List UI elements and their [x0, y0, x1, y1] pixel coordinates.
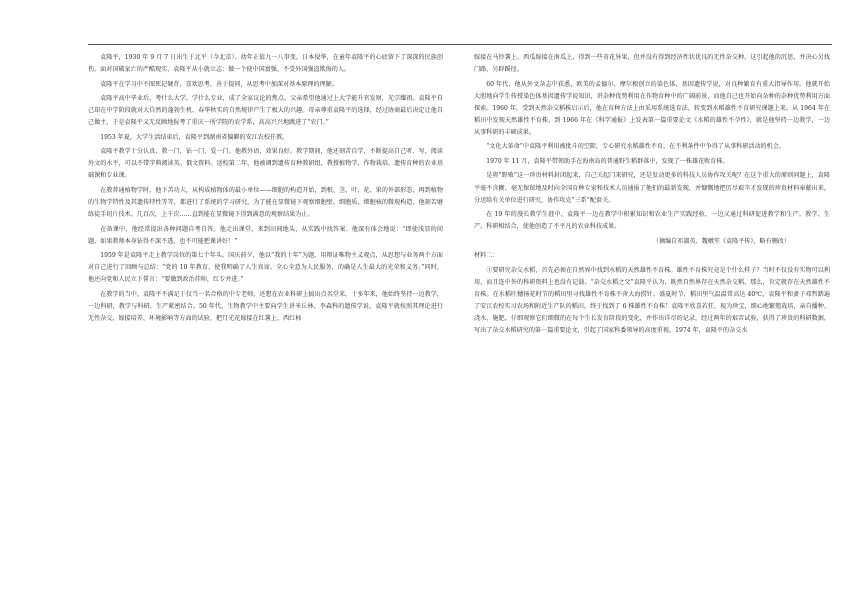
paragraph: 是将“野败”这一珍贵材料封闭起来，自己关起门来研究，还是发动更多的科技人员协作攻关呢？在这个重大的原则问题上，袁隆平毫不含糊、毫无保留地及时向全国育种专家和技术人员通报了他们的最新发现，并慷慨地把历尽艰辛才发现的珍贵材料奉献出来，分送给有关单位进行研究，协作攻克“三系”配套关。	[474, 172, 830, 204]
section-heading: 材料二：	[474, 252, 499, 260]
paragraph: 1959 年是袁隆平走上教学岗位的第七个年头。国庆前夕，他以“我的十年”为题，用辩证唯物主义观点，从思想与业务两个方面对自己进行了回顾与总结：“党的 10 年教育，使我明确了人生真谛。全心全意为人民服务，的确是人生最大的光荣和义务。”同时，他还向党和人民立下誓言：“要做到政治挂帅，红专并进。”	[88, 252, 443, 284]
paragraph: “文化大革命”中袁隆平利用被批斗的空隙，专心研究水稻雄性不育，在不利条件中争得了从事科研活动的机会。	[486, 143, 785, 151]
paragraph: 60 年代，他从外文杂志中获悉，欧美的孟德尔、摩尔根创立的染色体、基因遗传学说，对良种繁育有重大指导作用。他就开始大胆地向学生传授染色体基因遗传学说知识，讲杂种优势利用在作物育种中的广阔前景，而他自己也开始向杂种的杂种优势利用方面探索。1960 年，受到天然杂交稻株启示后，他在育种方法上由采用系统选育法，转变到水稻雄性不育研究课题上来。从 1964 年在稻田中发现天然雄性不育株，到 1966 年在《科学通报》上发表第一篇重要论文《水稻的雄性不孕性》，就是他坚持一边教学，一边从事科研的丰硕成果。	[474, 80, 830, 136]
paragraph: 袁隆平，1930 年 9 月 7 日出生于北平（今北京）。幼年正值九一八事变，日本侵华，在童年袁隆平的心底留下了深深的民族创伤。面对国破家亡的严酷现实，袁隆平从小就立志：做一个使中国富强、不受外国强盗欺侮的人。	[88, 54, 443, 74]
paragraph: 1970 年 11 月，袁隆平带领助手在海南岛的普通野生稻群落中，发现了一株雄花败育株。	[486, 157, 729, 165]
source-citation: （摘编自祁淑英、魏暾笙《袁隆平传》，略有删改）	[652, 237, 790, 245]
paragraph: 在备课中，他经常提出各种问题自考自答。他走出课堂，来到田间地头，从实践中找答案。他深有体会地说：“即使浅显的问题，如果教师本身钻得不深不透，也不可能把课讲好！”	[88, 225, 443, 245]
paragraph: 袁隆平在学习中不图死记硬背，喜欢思考，善于提问，从思考中加深对基本原理的理解。	[100, 80, 338, 88]
paragraph: 袁隆平教学十分认真，教一门，钻一门，爱一门。他教外语，效果良好。教学期间，他还刻苦自学，不断提高自己听、写、阅读外文的水平，可以不带字典阅读英、俄文资料。送校第二年，他被调到遗传育种教研组，教授植物学、作物栽培、遗传育种的农业基础课和专业课。	[88, 148, 443, 180]
right-column	[474, 52, 830, 340]
paragraph: 1953 年夏，大学生活结束后，袁隆平到湖南省偏僻的安江农校任教。	[100, 133, 289, 141]
paragraph: 袁隆平高中毕业后，考什么大学，学什么专业，成了全家议论的焦点。父亲希望他通过上大学能升官发财，光宗耀祖。袁隆平自己却在中学阶段就对大自然的蓬勃生机、春华秋实的自然规律产生了极大的兴趣。母亲尊重袁隆平的选择，经过协商最后决定让他自己做主，于是袁隆平义无反顾地报考了重庆一所学院的农学系，高高兴兴地跳进了“农门。”	[88, 95, 443, 127]
paragraph: 在教学的当中，袁隆平不满足于仅当一名合格的中专老师，还想在农业科研上搞出点名堂来。十多年来，他始终坚持一边教学，一边科研，教学与科研、生产紧密结合。50 年代，生物教学中主要向学生讲米丘林、李森科的遗传学说，袁隆平就按照其理论进行无性杂交、嫁接培养、环境影响等方面的试验，把月光花嫁接在红薯上、西红柿	[88, 290, 443, 322]
header-rule	[88, 44, 832, 45]
paragraph: 嫁接在马铃薯上、西瓜嫁接在南瓜上，得到一些奇花异果，但并没有得到经济性状优良的无性杂交种。这引起他的沉思，并决心另找门路，另辟蹊径。	[474, 54, 830, 74]
paragraph: 在 19 年的漫长教学生涯中，袁隆平一边在教学中积累知识和农业生产实践经验，一边又通过科研促进教学和生产。教学、生产、科研相结合，使他创造了不平凡的农业科技成果。	[474, 211, 830, 231]
paragraph: 在教普通植物学时，他下苦功夫，从构成植物体的最小单位——细胞的构造开始，到根、茎、叶、花、果的外部形态，再到植物的生物学特性及其遗传特性等等，都进行了系统的学习研究。为了能在显微镜下观察细胞壁、细胞质、细胞核的微观构造，他刻苦磨练徒手切片技术。几百次，上千次……直到能在显微镜下得到满意的观察结果为止。	[88, 186, 443, 219]
paragraph: ①要研究杂交水稻，首先必须在自然界中找到水稻的天然雄性不育株。雄性不育株究竟是个什么样子？当时不仅没有实物可以利用，而且连中外的科研资料上也没有记载。“杂交水稻之父”袁隆平认为，既然自然界存在天然杂交稻，那么，肯定就存在天然雄性不育株。在水稻吐穗扬花时节的稻田里寻找雄性不育株不啻大海捞针。盛夏时节，稻田里气温温常高达 40℃，袁隆平和妻子邓哲踏遍了安江农校实习农场和附近生产队的稻田，终于找到了 6 株雄性不育株！袁隆平欣喜若狂，视为珍宝，细心地繁殖栽培，亲自播种、浇水、施肥，仔细观察它们细微的在每个生长发育阶段的变化，并作出详尽的记录，经过两年的艰苦试验，获得了珍贵的科研数据，写出了杂交水稻研究的第一篇重要论文，引起了国家科委领导的高度重视。1974 年，袁隆平的杂交水	[474, 266, 830, 335]
left-column	[88, 52, 443, 327]
